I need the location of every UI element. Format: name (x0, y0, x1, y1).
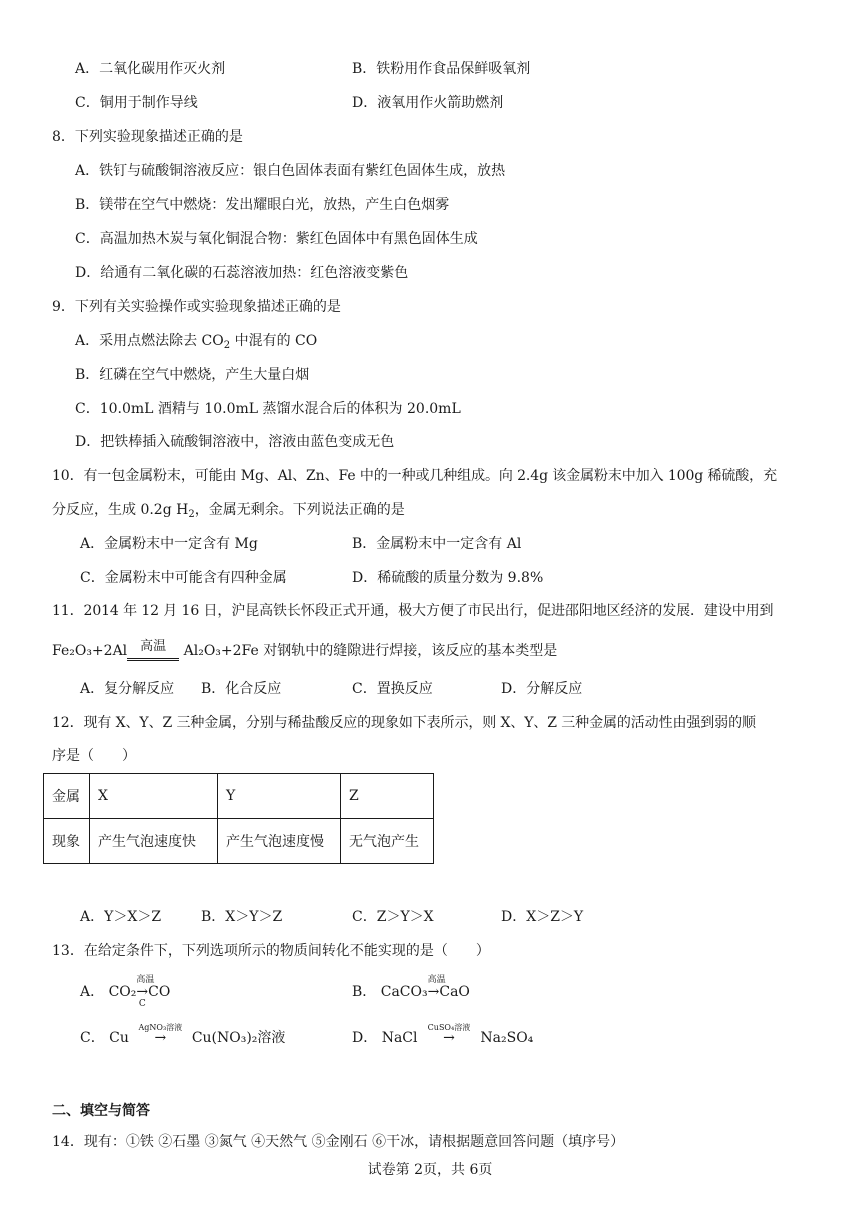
table-cell: Z (341, 774, 434, 819)
page-footer: 试卷第 2页，共 6页 (367, 1162, 493, 1178)
q10-option-c: C．金属粉末中可能含有四种金属 (80, 570, 287, 586)
q8-option-a: A．铁钉与硫酸铜溶液反应：银白色固体表面有紫红色固体生成，放热 (75, 163, 506, 179)
q12-option-a: A．Y＞X＞Z (80, 909, 162, 925)
table-cell: 金属 (44, 774, 90, 819)
table-cell: 现象 (44, 819, 90, 864)
q10-option-d: D．稀硫酸的质量分数为 9.8% (352, 570, 544, 586)
metal-reaction-table (43, 773, 434, 864)
q13-option-b: B． CaCO₃ 高温 →CaO (352, 975, 470, 1000)
reaction-arrow: 高温 → (427, 975, 446, 1000)
q12-stem-line1: 12．现有 X、Y、Z 三种金属，分别与稀盐酸反应的现象如下表所示，则 X、Y、Z 三种金属的活动性由强到弱的顺 (52, 715, 756, 731)
table-row (44, 819, 434, 864)
table-cell: Y (218, 774, 341, 819)
q7-option-b: B．铁粉用作食品保鲜吸氧剂 (352, 61, 531, 77)
section-title: 二、填空与简答 (52, 1103, 150, 1119)
q9-option-a: A．采用点燃法除去 $CO_2$ 中混有的 CO (75, 333, 318, 351)
q12-option-c: C．Z＞Y＞X (352, 909, 434, 925)
q11-option-b: B．化合反应 (201, 681, 282, 697)
table-row (44, 774, 434, 819)
q11-stem-line1: 11．2014 年 12 月 16 日，沪昆高铁长怀段正式开通，极大方便了市民出行，促进邵阳地区经济的发展．建设中用到 (52, 603, 774, 619)
table-cell: 产生气泡速度慢 (218, 819, 341, 864)
q12-option-d: D．X＞Z＞Y (501, 909, 584, 925)
q10-stem-line1: 10．有一包金属粉末，可能由 Mg、Al、Zn、Fe 中的一种或几种组成。向 2.4g 该金属粉末中加入 100g 稀硫酸，充 (52, 468, 777, 484)
table-cell: 产生气泡速度快 (90, 819, 218, 864)
q9-option-c: C．10.0mL 酒精与 10.0mL 蒸馏水混合后的体积为 20.0mL (75, 401, 461, 417)
q12-stem-line2: 序是（ ） (52, 748, 136, 764)
q11-eq-products: Al₂O₃+2Fe (183, 643, 259, 659)
q8-option-d: D．给通有二氧化碳的石蕊溶液加热：红色溶液变紫色 (75, 265, 409, 281)
q10-option-a: A．金属粉末中一定含有 Mg (80, 536, 258, 552)
q8-option-b: B．镁带在空气中燃烧：发出耀眼白光，放热，产生白色烟雾 (75, 197, 450, 213)
q11-equation: Fe₂O₃+2Al 高温 Al₂O₃+2Fe 对钢轨中的缝隙进行焊接，该反应的基本类型是 (52, 641, 557, 662)
q7-option-d: D．液氧用作火箭助燃剂 (352, 95, 504, 111)
q8-stem: 8．下列实验现象描述正确的是 (52, 129, 243, 145)
q13-option-a: A． CO₂ 高温 → C CO (80, 975, 171, 1009)
q10-stem-line2: 分反应，生成 0.2g $H_2$，金属无剩余。下列说法正确的是 (52, 502, 405, 520)
q9-stem: 9．下列有关实验操作或实验现象描述正确的是 (52, 299, 341, 315)
q11-option-d: D．分解反应 (501, 681, 583, 697)
q11-eq-reactants: Fe₂O₃+2Al (52, 643, 128, 659)
q7-option-c: C．铜用于制作导线 (75, 95, 198, 111)
q12-option-b: B．X＞Y＞Z (201, 909, 283, 925)
q10-option-b: B．金属粉末中一定含有 Al (352, 536, 522, 552)
reaction-arrow: AgNO₃溶液 → (138, 1023, 183, 1046)
q8-option-c: C．高温加热木炭与氧化铜混合物：紫红色固体中有黑色固体生成 (75, 231, 478, 247)
reaction-arrow: CuSO₄溶液 → (427, 1023, 471, 1046)
q11-option-a: A．复分解反应 (80, 681, 175, 697)
q13-stem: 13．在给定条件下，下列选项所示的物质间转化不能实现的是（ ） (52, 943, 490, 959)
q13-option-d: D． NaCl CuSO₄溶液 → Na₂SO₄ (352, 1023, 534, 1046)
q13-option-c: C． Cu AgNO₃溶液 → Cu(NO₃)₂溶液 (80, 1023, 286, 1046)
q9-option-d: D．把铁棒插入硫酸铜溶液中，溶液由蓝色变成无色 (75, 434, 395, 450)
reaction-arrow: 高温 → C (136, 975, 155, 1009)
table-cell: X (90, 774, 218, 819)
q7-option-a: A．二氧化碳用作灭火剂 (75, 61, 226, 77)
table-cell: 无气泡产生 (341, 819, 434, 864)
q11-option-c: C．置换反应 (352, 681, 433, 697)
q9-option-b: B．红磷在空气中燃烧，产生大量白烟 (75, 367, 310, 383)
q11-eq-condition: 高温 (127, 641, 179, 662)
q14-stem: 14．现有：①铁 ②石墨 ③氮气 ④天然气 ⑤金刚石 ⑥干冰，请根据题意回答问题（填序号） (52, 1134, 625, 1150)
